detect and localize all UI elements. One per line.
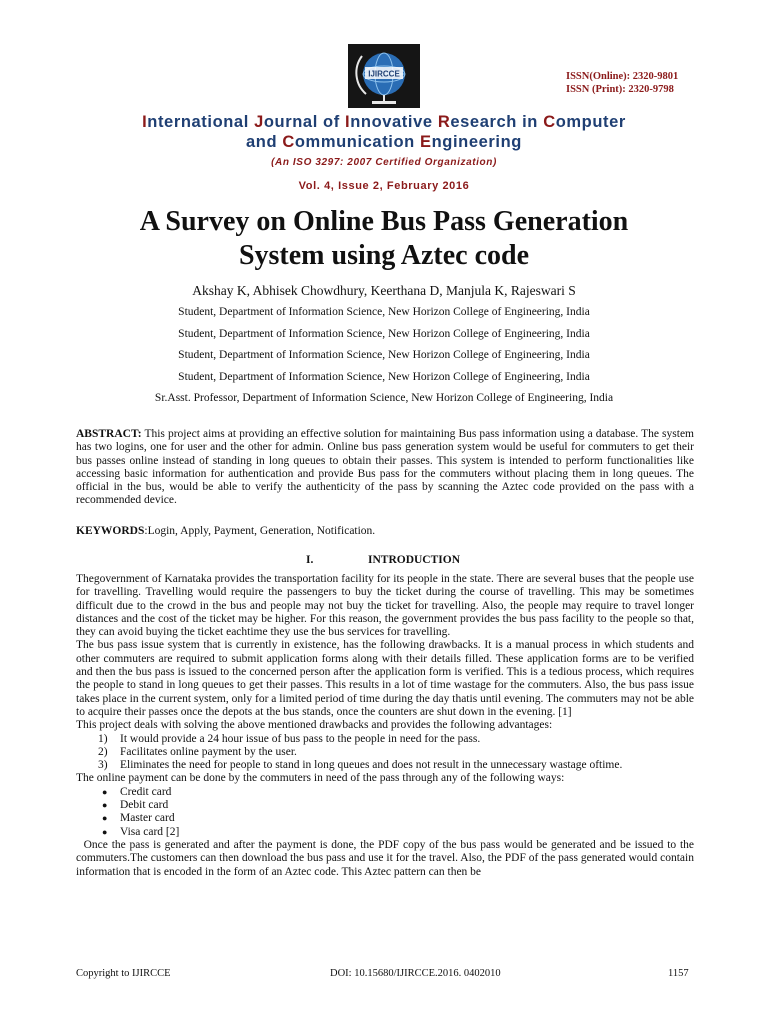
- journal-name-segment: C: [543, 113, 556, 131]
- list-item: [76, 733, 694, 746]
- list-marker: 3): [98, 759, 108, 772]
- issn-print: ISSN (Print): 2320-9798: [566, 84, 674, 95]
- introduction-body: [76, 573, 697, 879]
- journal-name-segment: E: [420, 133, 432, 151]
- abstract-text: This project aims at providing an effective solution for maintaining Bus pass information using a database. The system has two logins, one for user and the other for admin. Online bus pass generation system would be useful for commuters to get their bus passes online instead of standing in long queues to obtain their passes. This system is intended to perform functionalities like accessing basic information for authentication and provide Bus pass for the commuters without placing them in long queues. The official in the bus, would be able to verify the authenticity of the pass by scanning the Aztec code provided on the pass with a recommended device.: [76, 428, 694, 507]
- list-marker: 2): [98, 745, 108, 758]
- issn-online: ISSN(Online): 2320-9801: [566, 71, 679, 82]
- keywords-text: :Login, Apply, Payment, Generation, Notification.: [144, 525, 376, 537]
- volume-issue: Vol. 4, Issue 2, February 2016: [298, 180, 470, 192]
- footer-page-number: 1157: [668, 968, 689, 979]
- journal-name-line-2: [60, 132, 708, 152]
- list-item: [76, 786, 694, 799]
- list-item-text: Master card: [120, 812, 175, 825]
- journal-name-segment: and: [246, 133, 283, 151]
- paragraph: The bus pass issue system that is currently in existence, has the following drawbacks. It is a manual process in which students and other commuters are required to submit application forms along with their details filled. These application forms are to be verified and then the bus pass is issued to the concerned person after the application form is verified. This is a tedious process, which requires the people to stand in long queues to get their passes. This results in a lot of time wastage for the commuters. Also, the bus pass issue takes place in the current system, only for a limited period of time during the day thatis until evening. The commuters may not be able to acquire their passes once the depots at the bus stands, once the counters are shut down in the evening. [1]: [76, 639, 694, 718]
- list-item-text: Visa card [2]: [120, 825, 180, 838]
- journal-name: [60, 112, 708, 152]
- bullet-icon: ●: [102, 826, 108, 837]
- journal-name-segment: I: [142, 113, 148, 131]
- paragraph: The online payment can be done by the commuters in need of the pass through any of the following ways:: [76, 772, 565, 785]
- logo-text: IJIRCCE: [368, 69, 400, 79]
- abstract: [76, 428, 694, 508]
- iso-certification: (An ISO 3297: 2007 Certified Organization): [271, 157, 497, 168]
- footer-doi: DOI: 10.15680/IJIRCCE.2016. 0402010: [330, 968, 501, 979]
- journal-name-segment: R: [437, 113, 451, 131]
- journal-name-segment: ommunication: [294, 133, 421, 151]
- section-title: INTRODUCTION: [368, 554, 461, 566]
- list-item: [76, 812, 694, 825]
- paragraph: Once the pass is generated and after the payment is done, the PDF copy of the bus pass would be generated and be issued to the commuters.The customers can then download the bus pass and use it for the travel. Also, the PDF of the pass generated would contain information that is encoded in the form of an Aztec code. This Aztec pattern can then be: [76, 838, 697, 878]
- list-item-text: Debit card: [120, 799, 169, 812]
- paper-title-line-2: System using Aztec code: [238, 240, 530, 271]
- author-list: Akshay K, Abhisek Chowdhury, Keerthana D, Manjula K, Rajeswari S: [192, 283, 576, 298]
- paragraph: Thegovernment of Karnataka provides the transportation facility for its people in the state. There are several buses that the people use for travelling. Travelling would require the passengers to buy the ticket during the course of travelling. This may be sometimes difficult due to the crowd in the bus and people may not buy the ticket for travelling. Also, the people may require to travel longer distances and the cost of the ticket may be higher. For this reason, the government provides the bus pass facility to the people so that, they can avoid buying the ticket eachtime they use the bus services for travelling.: [76, 573, 694, 639]
- keywords: [76, 525, 694, 538]
- affiliation: Student, Department of Information Science, New Horizon College of Engineering, India: [178, 306, 590, 318]
- journal-logo: [348, 44, 420, 108]
- advantages-list: [76, 733, 694, 773]
- paper-title-line-1: A Survey on Online Bus Pass Generation: [139, 206, 629, 237]
- issn-block: [566, 70, 678, 96]
- list-item-text: It would provide a 24 hour issue of bus pass to the people in need for the pass.: [120, 732, 481, 745]
- list-item: [76, 746, 694, 759]
- list-item: [76, 799, 694, 812]
- affiliation: Student, Department of Information Science, New Horizon College of Engineering, India: [178, 349, 590, 361]
- bullet-icon: ●: [102, 813, 108, 824]
- keywords-label: KEYWORDS: [76, 525, 145, 537]
- list-item-text: Credit card: [120, 785, 172, 798]
- bullet-icon: ●: [102, 786, 108, 797]
- journal-name-line-1: [60, 112, 708, 132]
- section-number: I.: [306, 554, 314, 566]
- journal-name-segment: ngineering: [431, 133, 522, 151]
- journal-name-segment: nnovative: [350, 113, 438, 131]
- journal-name-segment: I: [345, 113, 351, 131]
- bullet-icon: ●: [102, 800, 108, 811]
- affiliation: Sr.Asst. Professor, Department of Information Science, New Horizon College of Engineering, India: [154, 392, 614, 404]
- list-item-text: Facilitates online payment by the user.: [120, 745, 297, 758]
- journal-name-segment: nternational: [147, 113, 255, 131]
- list-marker: 1): [98, 732, 108, 745]
- affiliation: Student, Department of Information Science, New Horizon College of Engineering, India: [178, 371, 590, 383]
- affiliation: Student, Department of Information Science, New Horizon College of Engineering, India: [178, 328, 590, 340]
- list-item: [76, 759, 694, 772]
- journal-name-segment: esearch in: [450, 113, 544, 131]
- journal-name-segment: ournal of: [263, 113, 346, 131]
- journal-name-segment: omputer: [555, 113, 626, 131]
- list-item-text: Eliminates the need for people to stand in long queues and does not result in the unnecessary wastage oftime.: [120, 759, 623, 772]
- journal-name-segment: J: [254, 113, 264, 131]
- paragraph: This project deals with solving the above mentioned drawbacks and provides the following advantages:: [76, 719, 553, 732]
- payment-ways-list: [76, 786, 694, 839]
- journal-name-segment: C: [282, 133, 295, 151]
- paper-title: [60, 205, 708, 273]
- abstract-label: ABSTRACT:: [76, 428, 142, 440]
- list-item: [76, 826, 694, 839]
- footer-copyright: Copyright to IJIRCCE: [76, 968, 171, 979]
